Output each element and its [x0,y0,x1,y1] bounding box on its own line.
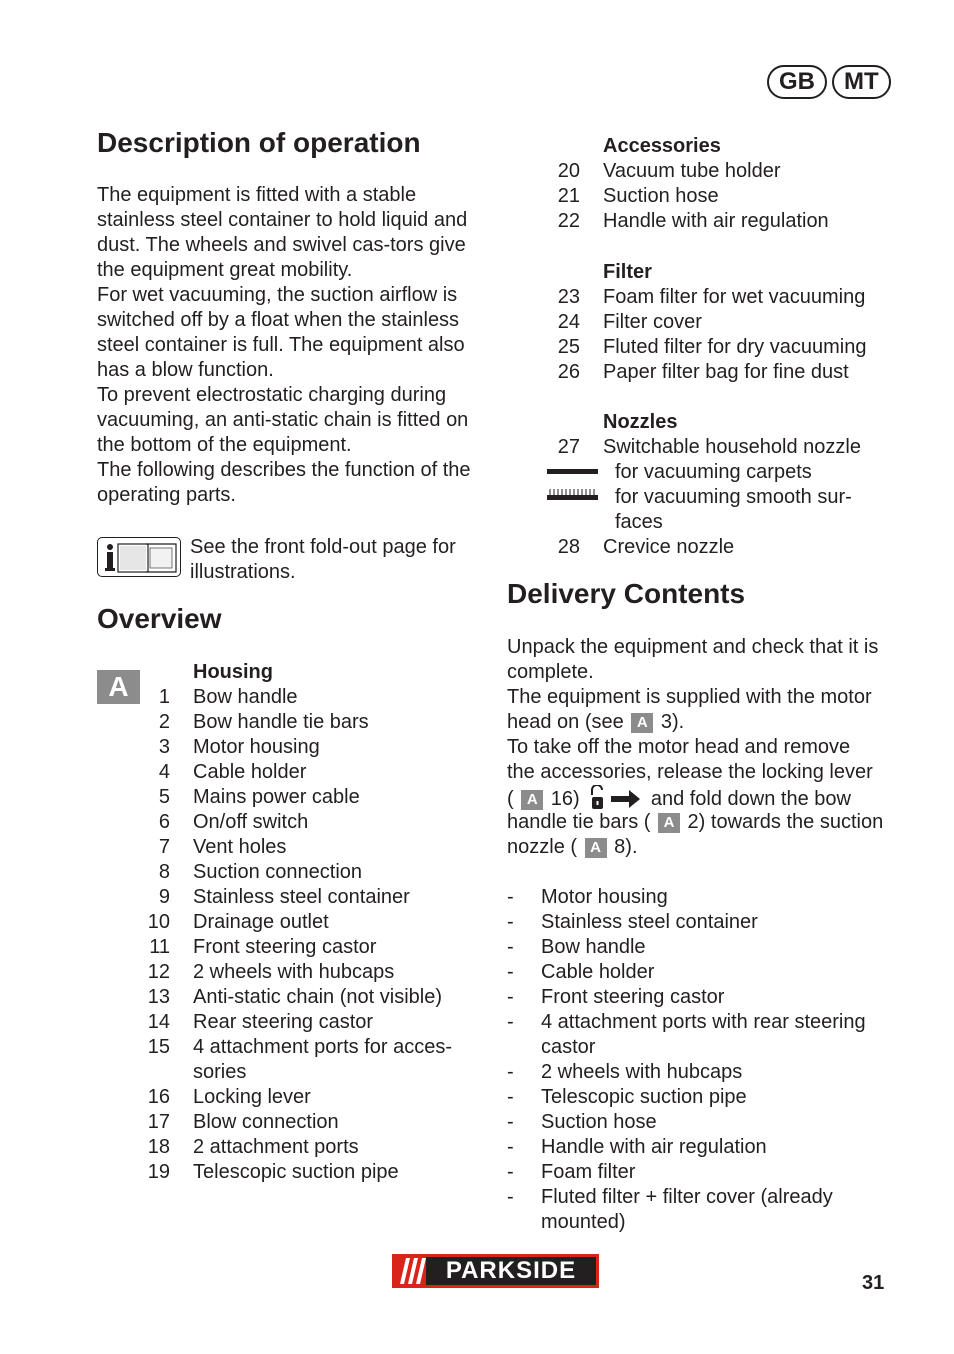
list-item [507,1185,897,1210]
item-label: Rear steering castor [193,1011,374,1033]
delivery-text: handle tie bars ( [507,811,651,833]
list-item [507,910,897,935]
list-item [540,310,900,335]
item-label: mounted) [541,1211,626,1233]
bullet-dash: - [507,911,514,933]
item-number: 23 [557,286,580,308]
list-item [507,1035,897,1060]
list-item [130,1060,490,1085]
item-label: Bow handle [193,686,298,708]
bullet-dash: - [507,1011,514,1033]
delivery-text: ( [507,788,514,810]
list-item [507,1110,897,1135]
item-label: Fluted filter for dry vacuuming [603,336,867,358]
item-number: 8 [158,861,170,883]
list-item [130,1010,490,1035]
item-number: 16 [147,1086,170,1108]
list-item [130,735,490,760]
list-item [507,1135,897,1160]
operation-description [97,183,489,508]
item-number: 12 [147,961,170,983]
item-label: Drainage outlet [193,911,329,933]
item-label: Suction hose [603,185,719,207]
list-item [540,184,900,209]
item-number: 2 [158,711,170,733]
item-label: Crevice nozzle [603,536,735,558]
figure-a-key: A [658,813,680,833]
item-label: Telescopic suction pipe [193,1161,399,1183]
delivery-text: 2) towards the suction [687,811,884,833]
nozzle-carpets-label: for vacuuming carpets [615,461,812,483]
delivery-text: 16) [550,788,580,810]
delivery-text: head on (see [507,711,624,733]
list-item [130,1135,490,1160]
list-item [130,885,490,910]
item-number: 1 [158,686,170,708]
list-item [507,1085,897,1110]
nozzles-heading: Nozzles [603,411,678,433]
section-title-delivery: Delivery Contents [507,578,746,609]
item-number: 17 [147,1111,170,1133]
item-number: 20 [557,160,580,182]
delivery-line [507,710,684,735]
item-number: 22 [557,210,580,232]
item-label: 4 attachment ports for acces- [193,1036,453,1058]
bullet-dash: - [507,1136,514,1158]
item-number: 4 [158,761,170,783]
item-label: Anti-static chain (not visible) [193,986,442,1008]
item-label: Vent holes [193,836,287,858]
item-number: 9 [158,886,170,908]
item-number: 13 [147,986,170,1008]
item-number: 26 [557,361,580,383]
item-label: Foam filter [541,1161,636,1183]
bullet-dash: - [507,1111,514,1133]
info-text: See the front fold-out page for illustrations. [190,536,456,583]
list-item [507,885,897,910]
item-number: 7 [158,836,170,858]
delivery-text: 8). [614,836,638,858]
item-label: 4 attachment ports with rear steering [541,1011,866,1033]
lang-badge-mt: MT [832,65,891,99]
list-item [507,935,897,960]
item-label: Bow handle [541,936,646,958]
item-label: Cable holder [193,761,307,783]
filter-heading: Filter [603,261,652,283]
item-label: Motor housing [541,886,668,908]
operation-paragraph: The following describes the function of the operating parts. [97,459,471,506]
item-label: Stainless steel container [193,886,410,908]
item-label: Mains power cable [193,786,360,808]
list-item [540,535,900,560]
list-item [130,935,490,960]
item-number: 11 [149,936,170,958]
item-label: Stainless steel container [541,911,758,933]
delivery-text: and fold down the bow [650,788,851,810]
item-label: Cable holder [541,961,655,983]
bullet-dash: - [507,1161,514,1183]
item-label: Filter cover [603,311,702,333]
list-item [540,360,900,385]
item-label: Telescopic suction pipe [541,1086,747,1108]
delivery-line [507,810,883,835]
list-item [507,1210,897,1235]
list-item [130,910,490,935]
item-label: Suction hose [541,1111,657,1133]
list-item [130,1085,490,1110]
item-number: 19 [147,1161,170,1183]
list-item [130,1110,490,1135]
carpet-setting-icon [547,469,598,474]
section-title-overview: Overview [97,603,222,634]
list-item [130,860,490,885]
item-label: Suction connection [193,861,363,883]
page-number: 31 [862,1272,885,1294]
operation-paragraph: For wet vacuuming, the suction airflow is switched off by a float when the stainless steel container is full. The equipment also has a blow function. [97,284,465,381]
item-label: Handle with air regulation [603,210,829,232]
section-title-operation: Description of operation [97,127,421,158]
list-item [130,835,490,860]
list-item [130,760,490,785]
item-number: 27 [557,436,580,458]
list-item [540,285,900,310]
item-label: Handle with air regulation [541,1136,767,1158]
delivery-line: To take off the motor head and remove [507,736,851,758]
list-item [130,810,490,835]
item-number: 6 [158,811,170,833]
bullet-dash: - [507,936,514,958]
delivery-line: The equipment is supplied with the motor [507,686,872,708]
brand-name: PARKSIDE [426,1257,596,1285]
delivery-line: complete. [507,661,594,683]
list-item [130,985,490,1010]
item-label: Paper filter bag for fine dust [603,361,849,383]
item-label: sories [193,1061,247,1083]
item-number: 25 [557,336,580,358]
parkside-logo [392,1254,599,1288]
item-number: 18 [147,1136,170,1158]
item-label: 2 attachment ports [193,1136,359,1158]
item-label: 2 wheels with hubcaps [193,961,395,983]
delivery-line: Unpack the equipment and check that it is [507,636,879,658]
item-number: 5 [158,786,170,808]
item-label: 2 wheels with hubcaps [541,1061,743,1083]
item-label: castor [541,1036,596,1058]
figure-a-key: A [521,790,543,810]
item-label: Fluted filter + filter cover (already [541,1186,833,1208]
list-item [540,209,900,234]
list-item [130,710,490,735]
delivery-line [507,835,638,860]
list-item [130,685,490,710]
list-item [507,1010,897,1035]
item-label: Front steering castor [541,986,725,1008]
item-number: 14 [147,1011,170,1033]
bullet-dash: - [507,1061,514,1083]
item-label: Vacuum tube holder [603,160,781,182]
delivery-text: 3). [660,711,685,733]
list-item [507,1060,897,1085]
list-item [507,985,897,1010]
bullet-dash: - [507,886,514,908]
item-number: 3 [158,736,170,758]
list-item [540,435,900,460]
item-label: Motor housing [193,736,320,758]
list-item [130,785,490,810]
list-item [130,1160,490,1185]
delivery-line: the accessories, release the locking lever [507,761,873,783]
delivery-text: nozzle ( [507,836,578,858]
operation-paragraph: The equipment is fitted with a stable stainless steel container to hold liquid and dust. The wheels and swivel cas-tors give the equipment great mobility. [97,184,468,281]
item-label: Blow connection [193,1111,339,1133]
item-number: 28 [557,536,580,558]
book-info-icon [98,538,182,578]
list-item [130,1035,490,1060]
operation-paragraph: To prevent electrostatic charging during vacuuming, an anti-static chain is fitted on the bottom of the equipment. [97,384,469,456]
item-number: 21 [557,185,580,207]
language-badges [767,65,891,99]
item-label: On/off switch [193,811,309,833]
item-label: Bow handle tie bars [193,711,369,733]
item-number: 24 [557,311,580,333]
unlock-arrow-icon [587,785,643,813]
list-item [507,1160,897,1185]
bullet-dash: - [507,1086,514,1108]
nozzle-smooth-label-cont: faces [615,511,663,533]
accessories-heading: Accessories [603,135,721,157]
item-label: Front steering castor [193,936,377,958]
logo-stripes-icon [394,1254,428,1288]
figure-a-label: A [97,670,140,704]
info-foldout-icon [97,537,181,577]
figure-a-key: A [631,713,653,733]
list-item [507,960,897,985]
housing-heading: Housing [193,661,273,683]
item-label: Switchable household nozzle [603,436,861,458]
list-item [130,960,490,985]
item-label: Locking lever [193,1086,311,1108]
bullet-dash: - [507,961,514,983]
list-item [540,335,900,360]
bullet-dash: - [507,986,514,1008]
nozzle-smooth-label: for vacuuming smooth sur- [615,486,852,508]
item-number: 15 [147,1036,170,1058]
figure-a-key: A [585,838,607,858]
item-number: 10 [147,911,170,933]
item-label: Foam filter for wet vacuuming [603,286,866,308]
list-item [540,159,900,184]
smooth-floor-brush-icon [547,489,598,501]
bullet-dash: - [507,1186,514,1208]
lang-badge-gb: GB [767,65,827,99]
delivery-line [507,785,851,810]
